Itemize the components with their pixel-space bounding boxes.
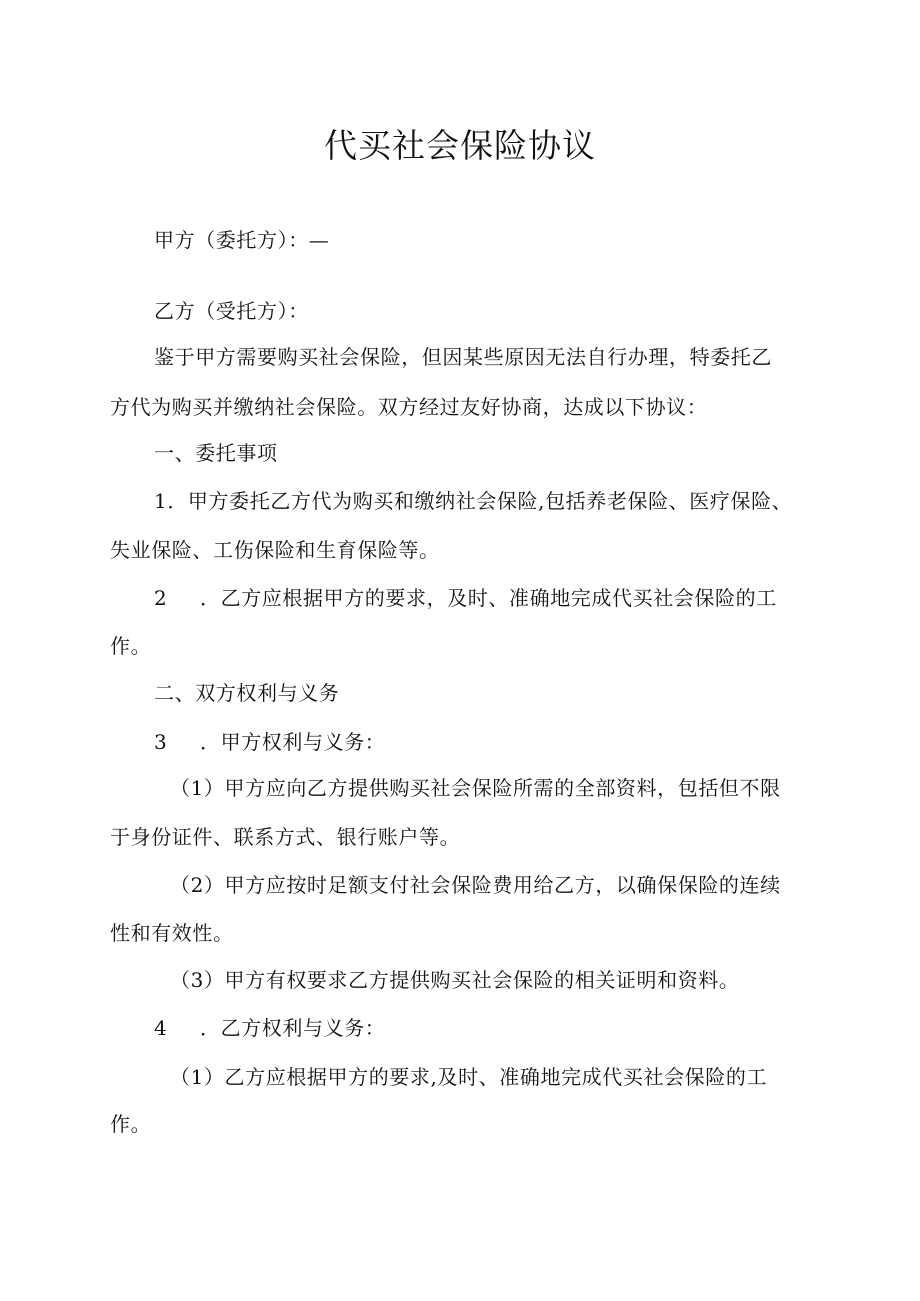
section-2-heading: 二、双方权利与义务 — [154, 681, 340, 705]
party-a-line: 甲方（委托方）：— — [154, 228, 330, 252]
item-2-text: ．乙方应根据甲方的要求，及时、准确地完成代买社会保险的工 — [200, 586, 777, 610]
b1-line-2: 作。 — [110, 1112, 152, 1136]
a1-line-1: （1）甲方应向乙方提供购买社会保险所需的全部资料，包括但不限 — [170, 776, 781, 800]
item-3-number: 3 — [154, 730, 168, 754]
party-b-line: 乙方（受托方）： — [154, 299, 309, 323]
item-4-text: ．乙方权利与义务： — [200, 1016, 386, 1040]
a1-line-2: 于身份证件、联系方式、银行账户等。 — [110, 825, 461, 849]
a2-line-2: 性和有效性。 — [110, 921, 234, 945]
item-4-line — [154, 1013, 385, 1043]
preamble-line-1: 鉴于甲方需要购买社会保险，但因某些原因无法自行办理，特委托乙 — [154, 345, 772, 369]
a3-line-1: （3）甲方有权要求乙方提供购买社会保险的相关证明和资料。 — [170, 968, 740, 992]
item-2-line-1 — [154, 583, 777, 613]
item-3-line — [154, 727, 385, 757]
item-4-number: 4 — [154, 1016, 168, 1040]
item-1-line-2: 失业保险、工伤保险和生育保险等。 — [110, 538, 440, 562]
document-title: 代买社会保险协议 — [324, 126, 596, 165]
section-1-heading: 一、委托事项 — [154, 441, 278, 465]
b1-line-1: （1）乙方应根据甲方的要求,及时、准确地完成代买社会保险的工 — [170, 1065, 768, 1089]
a2-line-1: （2）甲方应按时足额支付社会保险费用给乙方，以确保保险的连续 — [170, 873, 781, 897]
item-3-text: ．甲方权利与义务： — [200, 730, 386, 754]
item-2-line-2: 作。 — [110, 634, 152, 658]
preamble-line-2: 方代为购买并缴纳社会保险。双方经过友好协商，达成以下协议： — [110, 395, 708, 419]
item-2-number: 2 — [154, 586, 168, 610]
item-1-line-1: 1．甲方委托乙方代为购买和缴纳社会保险,包括养老保险、医疗保险、 — [154, 489, 793, 513]
